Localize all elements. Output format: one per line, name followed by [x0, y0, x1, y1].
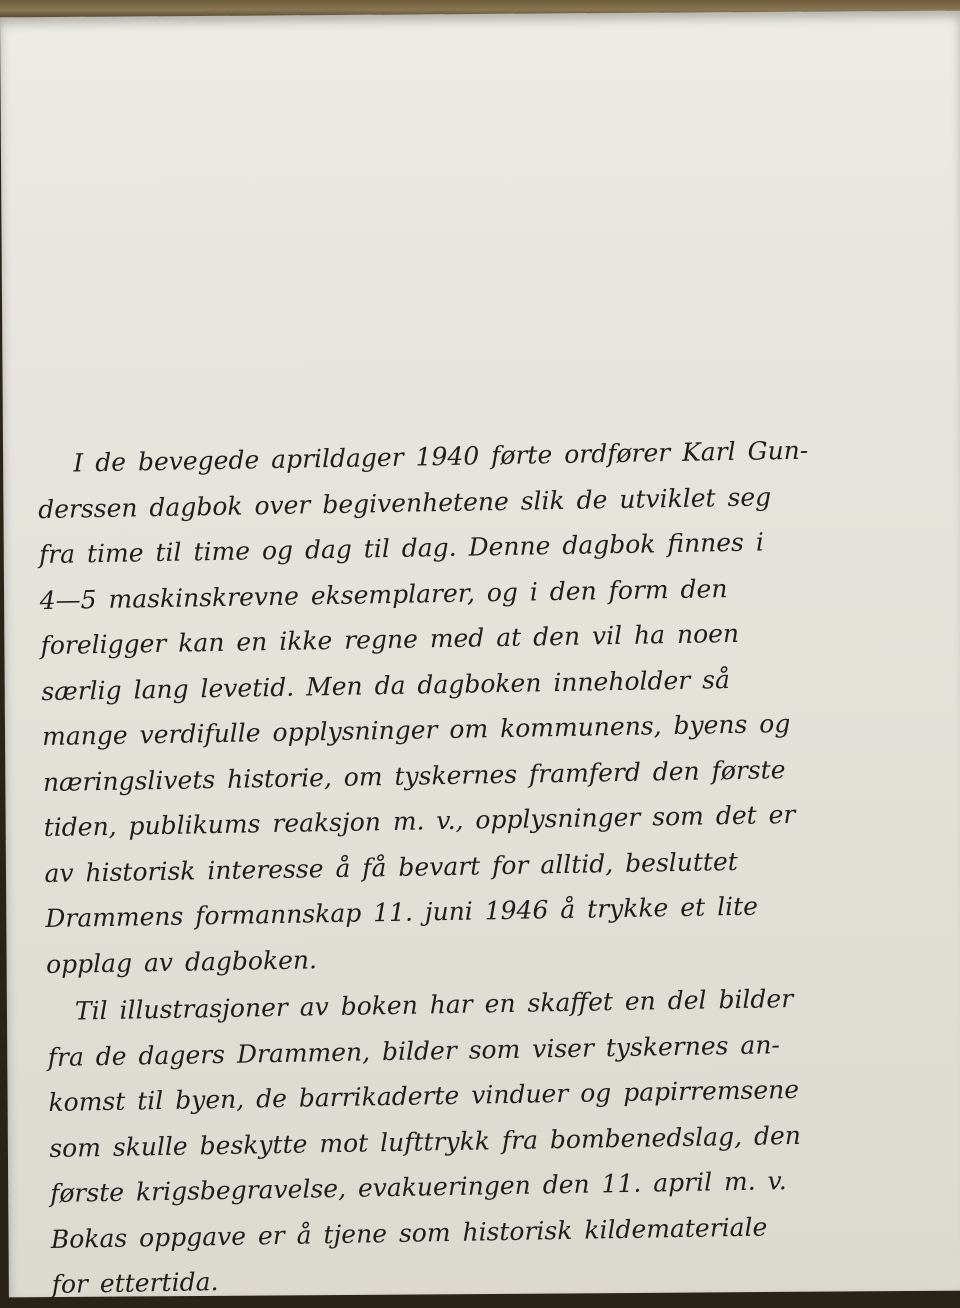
text-line: Drammens formannskap 11. juni 1946 å trykke et lite: [45, 891, 759, 934]
text-line: foreligger kan en ikke regne med at den vil ha noen: [40, 618, 740, 661]
paragraph-2: [47, 974, 912, 1307]
text-line: 4—5 maskinskrevne eksemplarer, og i den form den: [39, 573, 728, 615]
text-line: næringslivets historie, om tyskernes framferd den første: [42, 754, 786, 797]
text-line: særlig lang levetid. Men da dagboken inneholder så: [41, 664, 731, 706]
preface-text: [37, 426, 912, 1307]
text-line: tiden, publikums reaksjon m. v., opplysninger som det er: [43, 799, 796, 843]
book-page: [0, 11, 960, 1298]
text-line: derssen dagbok over begivenhetene slik de utviklet seg: [37, 481, 772, 524]
text-line: av historisk interesse å få bevart for alltid, besluttet: [44, 846, 739, 888]
paragraph-1: [37, 426, 906, 987]
text-line: fra de dagers Drammen, bilder som viser tyskernes an-: [47, 1029, 781, 1072]
text-line: første krigsbegravelse, evakueringen den 11. april m. v.: [49, 1166, 787, 1208]
text-line: fra time til time og dag til dag. Denne dagbok finnes i: [38, 527, 765, 570]
text-line: som skulle beskytte mot lufttrykk fra bombenedslag, den: [49, 1120, 802, 1163]
text-line: for ettertida.: [51, 1267, 219, 1299]
text-line: I de bevegede aprildager 1940 førte ordfører Karl Gun-: [73, 435, 809, 478]
text-line: mange verdifulle opplysninger om kommunens, byens og: [41, 709, 791, 752]
text-line: opplag av dagboken.: [45, 944, 318, 979]
text-line: Til illustrasjoner av boken har en skaffet en del bilder: [74, 983, 794, 1026]
text-line: komst til byen, de barrikaderte vinduer og papirremsene: [48, 1074, 800, 1118]
text-line: Bokas oppgave er å tjene som historisk kildemateriale: [50, 1211, 768, 1254]
